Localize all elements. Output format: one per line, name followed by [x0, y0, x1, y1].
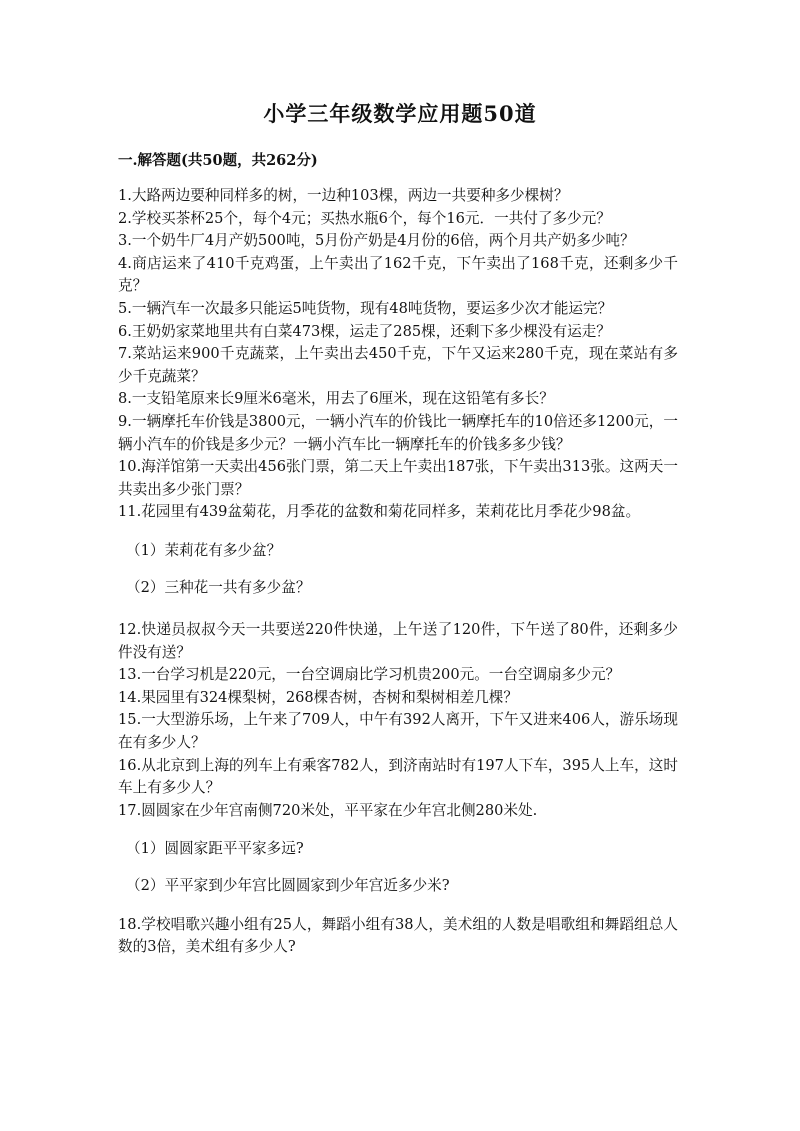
question-8: 8.一支铅笔原来长9厘米6毫米，用去了6厘米，现在这铅笔有多长？ — [118, 390, 554, 408]
question-list — [118, 185, 678, 959]
question-10: 10.海洋馆第一天卖出456张门票，第二天上午卖出187张，下午卖出313张。这两天一共卖出多少张门票？ — [118, 458, 678, 498]
question-14: 14.果园里有324棵梨树，268棵杏树，杏树和梨树相差几棵？ — [118, 688, 518, 706]
question-4: 4.商店运来了410千克鸡蛋，上午卖出了162千克，下午卖出了168千克，还剩多少千克？ — [118, 254, 678, 295]
question-12: 12.快递员叔叔今天一共要送220件快递，上午送了120件，下午送了80件，还剩多少件没有送？ — [118, 621, 678, 661]
question-1: 1.大路两边要种同样多的树，一边种103棵，两边一共要种多少棵树？ — [118, 187, 569, 204]
question-13: 13.一台学习机是220元，一台空调扇比学习机贵200元。一台空调扇多少元？ — [118, 666, 621, 684]
question-3: 3.一个奶牛厂4月产奶500吨，5月份产奶是4月份的6倍，两个月共产奶多少吨？ — [118, 232, 635, 250]
question-7: 7.菜站运来900千克蔬菜，上午卖出去450千克，下午又运来280千克，现在菜站有多少千克蔬菜？ — [118, 345, 678, 385]
question-11-part-1: （1）茉莉花有多少盆？ — [126, 541, 282, 559]
question-6: 6.王奶奶家菜地里共有白菜473棵，运走了285棵，还剩下多少棵没有运走？ — [118, 322, 611, 340]
question-11-part-2: （2）三种花一共有多少盆？ — [126, 578, 311, 596]
question-16: 16.从北京到上海的列车上有乘客782人，到济南站时有197人下车，395人上车，这时车上有多少人？ — [118, 756, 678, 797]
question-17-part-1: （1）圆圆家距平平家多远? — [126, 840, 304, 858]
question-11: 11.花园里有439盆菊花，月季花的盆数和菊花同样多，茉莉花比月季花少98盆。 — [118, 503, 641, 521]
page-title: 小学三年级数学应用题50道 — [263, 101, 537, 126]
question-2: 2.学校买茶杯25个，每个4元；买热水瓶6个，每个16元．一共付了多少元？ — [118, 209, 611, 227]
question-9: 9.一辆摩托车价钱是3800元，一辆小汽车的价钱比一辆摩托车的10倍还多1200元，一辆小汽车的价钱是多少元？一辆小汽车比一辆摩托车的价钱多多少钱？ — [118, 412, 678, 453]
question-18: 18.学校唱歌兴趣小组有25人，舞蹈小组有38人，美术组的人数是唱歌组和舞蹈组总人数的3倍，美术组有多少人? — [118, 915, 678, 956]
question-5: 5.一辆汽车一次最多只能运5吨货物，现有48吨货物，要运多少次才能运完？ — [118, 299, 613, 317]
question-15: 15.一大型游乐场，上午来了709人，中午有392人离开，下午又进来406人，游乐场现在有多少人？ — [118, 711, 678, 752]
section-heading: 一.解答题(共50题，共262分) — [118, 152, 318, 169]
question-17: 17.圆圆家在少年宫南侧720米处，平平家在少年宫北侧280米处. — [118, 801, 538, 819]
question-17-part-2: （2）平平家到少年宫比圆圆家到少年宫近多少米? — [126, 877, 450, 895]
